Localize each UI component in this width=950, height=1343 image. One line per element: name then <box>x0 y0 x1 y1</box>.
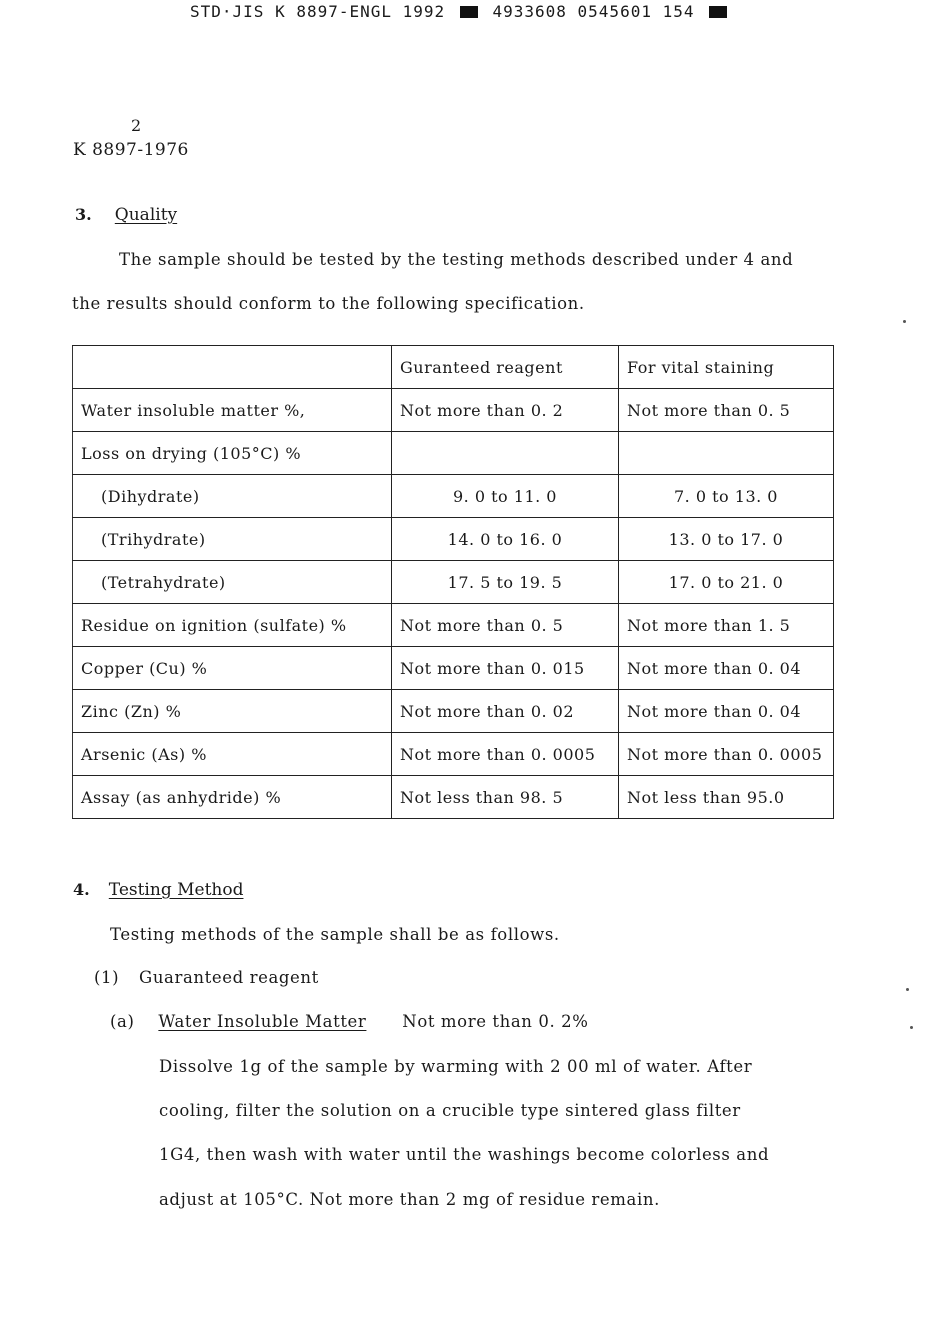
table-cell-vital: 7. 0 to 13. 0 <box>619 475 834 518</box>
item-heading <box>110 1012 589 1031</box>
table-header-row <box>73 346 834 389</box>
table-cell-guaranteed: Not more than 0. 02 <box>392 690 619 733</box>
specification-table <box>72 345 834 819</box>
table-cell-vital: Not more than 0. 04 <box>619 690 834 733</box>
table-header-cell <box>73 346 392 389</box>
table-header-cell: For vital staining <box>619 346 834 389</box>
item-number: (a) <box>110 1012 135 1031</box>
section-title: Testing Method <box>108 880 244 900</box>
table-cell-item: Residue on ignition (sulfate) % <box>73 604 392 647</box>
table-cell-guaranteed <box>392 432 619 475</box>
table-row <box>73 389 834 432</box>
table-cell-guaranteed: Not more than 0. 0005 <box>392 733 619 776</box>
section-number: 3. <box>75 205 92 224</box>
table-row <box>73 776 834 819</box>
table-cell-item: Zinc (Zn) % <box>73 690 392 733</box>
document-header-code <box>190 2 731 21</box>
table-cell-item: Water insoluble matter %, <box>73 389 392 432</box>
body-line: 1G4, then wash with water until the washings become colorless and <box>159 1145 770 1164</box>
table-cell-guaranteed: Not more than 0. 015 <box>392 647 619 690</box>
standard-number: K 8897-1976 <box>73 140 189 160</box>
table-row <box>73 690 834 733</box>
body-line: Dissolve 1g of the sample by warming with 2 00 ml of water. After <box>159 1057 753 1076</box>
table-cell-vital: 17. 0 to 21. 0 <box>619 561 834 604</box>
table-cell-guaranteed: Not less than 98. 5 <box>392 776 619 819</box>
table-cell-vital: Not less than 95.0 <box>619 776 834 819</box>
scan-speck <box>903 320 906 323</box>
table-cell-item: Arsenic (As) % <box>73 733 392 776</box>
table-cell-vital <box>619 432 834 475</box>
paragraph-line: the results should conform to the following specification. <box>72 294 585 313</box>
scan-speck <box>906 988 909 991</box>
redaction-block <box>460 6 478 18</box>
redaction-block <box>709 6 727 18</box>
table-cell-vital: Not more than 0. 04 <box>619 647 834 690</box>
table-row <box>73 647 834 690</box>
section-intro: Testing methods of the sample shall be as follows. <box>110 925 560 944</box>
table-cell-item: Loss on drying (105°C) % <box>73 432 392 475</box>
table-cell-vital: 13. 0 to 17. 0 <box>619 518 834 561</box>
table-cell-item: (Trihydrate) <box>73 518 392 561</box>
item-limit: Not more than 0. 2% <box>402 1012 589 1031</box>
table-row <box>73 561 834 604</box>
table-header-cell: Guranteed reagent <box>392 346 619 389</box>
table-row <box>73 518 834 561</box>
header-code-mid: 4933608 0545601 154 <box>492 2 695 21</box>
body-line: adjust at 105°C. Not more than 2 mg of residue remain. <box>159 1190 660 1209</box>
table-cell-vital: Not more than 0. 5 <box>619 389 834 432</box>
item-title: Water Insoluble Matter <box>158 1012 367 1031</box>
table-cell-item: (Tetrahydrate) <box>73 561 392 604</box>
section-number: 4. <box>73 880 90 899</box>
header-code-left: STD·JIS K 8897-ENGL 1992 <box>190 2 446 21</box>
table-cell-guaranteed: 14. 0 to 16. 0 <box>392 518 619 561</box>
table-row <box>73 432 834 475</box>
subsection-heading <box>94 968 319 987</box>
table-cell-guaranteed: Not more than 0. 2 <box>392 389 619 432</box>
table-row <box>73 733 834 776</box>
page-number: 2 <box>131 116 142 135</box>
table-cell-guaranteed: Not more than 0. 5 <box>392 604 619 647</box>
table-cell-guaranteed: 9. 0 to 11. 0 <box>392 475 619 518</box>
table-cell-vital: Not more than 1. 5 <box>619 604 834 647</box>
table-row <box>73 604 834 647</box>
subsection-title: Guaranteed reagent <box>139 968 319 987</box>
section-4-heading <box>73 880 243 900</box>
table-cell-item: Assay (as anhydride) % <box>73 776 392 819</box>
table-cell-item: (Dihydrate) <box>73 475 392 518</box>
subsection-number: (1) <box>94 968 120 987</box>
section-title: Quality <box>114 205 178 225</box>
table-row <box>73 475 834 518</box>
table-cell-vital: Not more than 0. 0005 <box>619 733 834 776</box>
table-cell-item: Copper (Cu) % <box>73 647 392 690</box>
body-line: cooling, filter the solution on a crucible type sintered glass filter <box>159 1101 741 1120</box>
paragraph-line: The sample should be tested by the testing methods described under 4 and <box>119 250 794 269</box>
scan-speck <box>910 1026 913 1029</box>
table-cell-guaranteed: 17. 5 to 19. 5 <box>392 561 619 604</box>
section-3-heading <box>75 205 177 225</box>
